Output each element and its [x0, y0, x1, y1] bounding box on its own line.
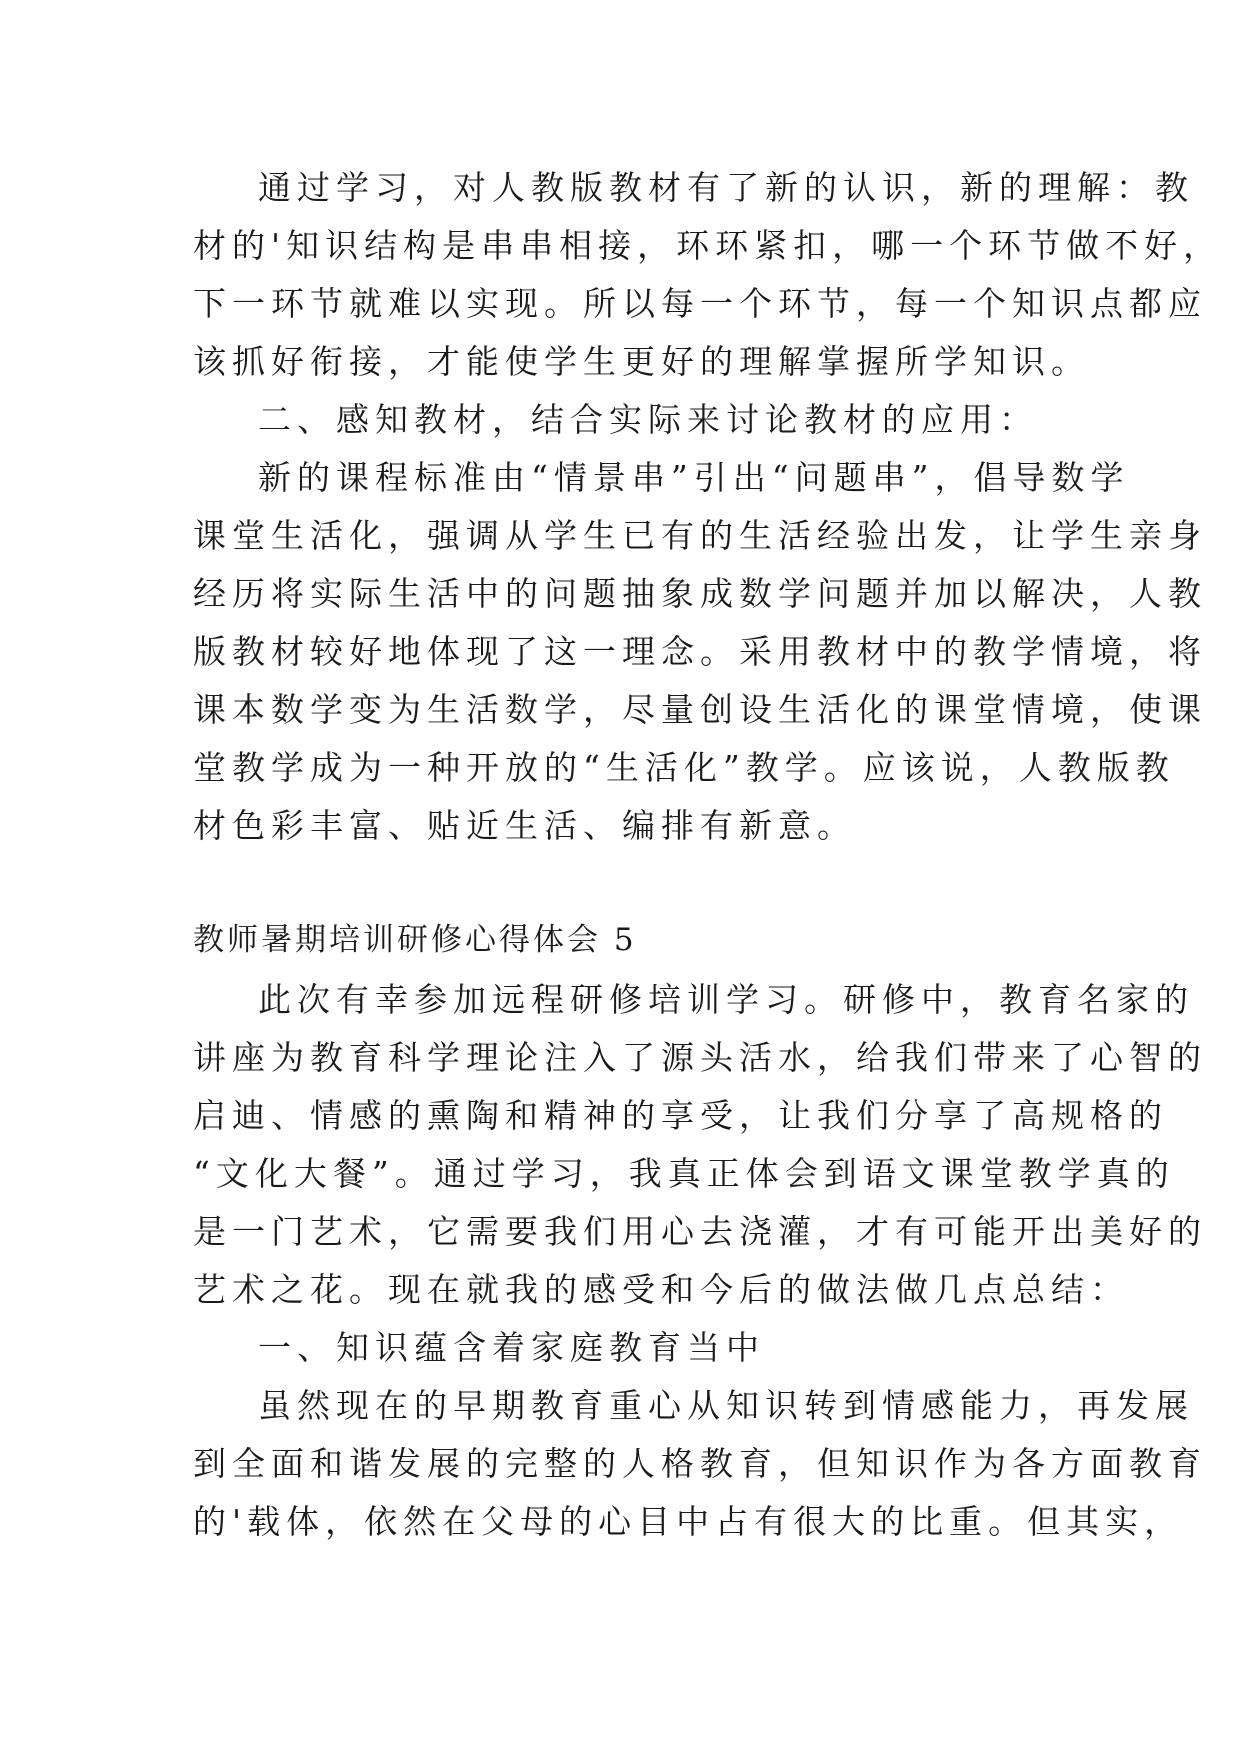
paragraph-line: 堂教学成为一种开放的“生活化”教学。应该说，人教版教	[193, 748, 1175, 787]
paragraph-line: 新的课程标准由“情景串”引出“问题串”，倡导数学	[258, 458, 1130, 497]
section-heading: 二、感知教材，结合实际来讨论教材的应用：	[258, 400, 1038, 439]
paragraph-line: “文化大餐”。通过学习，我真正体会到语文课堂教学真的	[193, 1154, 1175, 1193]
paragraph-line: 通过学习，对人教版教材有了新的认识，新的理解：教	[258, 168, 1194, 207]
paragraph-line: 讲座为教育科学理论注入了源头活水，给我们带来了心智的	[193, 1038, 1207, 1077]
paragraph-line: 此次有幸参加远程研修培训学习。研修中，教育名家的	[258, 980, 1194, 1019]
paragraph-line: 课本数学变为生活数学，尽量创设生活化的课堂情境，使课	[193, 690, 1207, 729]
paragraph-line: 材色彩丰富、贴近生活、编排有新意。	[193, 806, 856, 845]
paragraph-line: 经历将实际生活中的问题抽象成数学问题并加以解决，人教	[193, 574, 1207, 613]
paragraph-line: 版教材较好地体现了这一理念。采用教材中的教学情境，将	[193, 632, 1207, 671]
paragraph-line: 的'载体，依然在父母的心目中占有很大的比重。但其实，	[193, 1502, 1184, 1541]
paragraph-line: 到全面和谐发展的完整的人格教育，但知识作为各方面教育	[193, 1444, 1207, 1483]
paragraph-line: 艺术之花。现在就我的感受和今后的做法做几点总结：	[193, 1270, 1129, 1309]
article-title: 教师暑期培训研修心得体会 5	[193, 922, 637, 958]
paragraph-line: 下一环节就难以实现。所以每一个环节，每一个知识点都应	[193, 284, 1207, 323]
paragraph-line: 课堂生活化，强调从学生已有的生活经验出发，让学生亲身	[193, 516, 1207, 555]
paragraph-line: 材的'知识结构是串串相接，环环紧扣，哪一个环节做不好，	[193, 226, 1223, 265]
section-heading: 一、知识蕴含着家庭教育当中	[258, 1328, 765, 1367]
paragraph-line: 是一门艺术，它需要我们用心去浇灌，才有可能开出美好的	[193, 1212, 1207, 1251]
paragraph-line: 虽然现在的早期教育重心从知识转到情感能力，再发展	[258, 1386, 1194, 1425]
paragraph-line: 启迪、情感的熏陶和精神的享受，让我们分享了高规格的	[193, 1096, 1168, 1135]
paragraph-line: 该抓好衔接，才能使学生更好的理解掌握所学知识。	[193, 342, 1090, 381]
